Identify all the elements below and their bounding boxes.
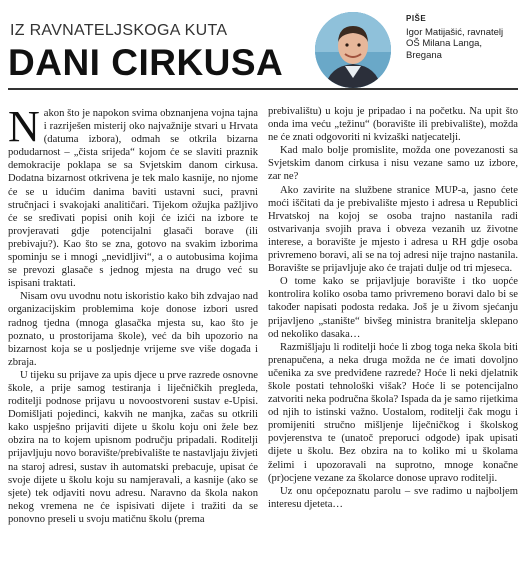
section-kicker: IZ RAVNATELJSKOGA KUTA (10, 22, 228, 39)
drop-cap: N (8, 102, 40, 151)
article-paragraph: Razmišljaju li roditelji hoće li zbog toga neka škola biti prenapučena, a neka druga možda ne će imati dovoljno učenika za sve predviđene razrede? Hoće li neki djelatnik škole postati tehnološki višak? Hoće li se potencijalno zatvoriti neka područna škola? Ispada da je samo rijetkima od njih to istinski važno. Uostalom, roditelji čak mogu i promijeniti stručno mišljenje liječničkog i školskog povjerenstva te (unatoč preporuci odgode) ipak upisati dijete u školu. Bez obzira na to koliko mi u školama želimi i upozoravali na suprotno, mnoge konačne (pr)ocjene vezane za školarce donose upravo roditelji. (268, 341, 518, 484)
article-title: DANI CIRKUSA (8, 42, 284, 83)
article-paragraph: Ako zavirite na službene stranice MUP-a, jasno ćete moći iščitati da je prebivalište mjesto i adresa u Republici Hrvatskoj na kojoj se osoba trajno nastanila radi ostvarivanja svojih prava i obveza vezanih uz životne interese, a boravište je mjesto i adresa u RH gdje osoba privremeno boravi, ali se na toj adresi nije trajno nastanila. Boravište se prijavljuje ako će trajati dulje od tri mjeseca. (268, 184, 518, 275)
article-paragraph: Kad malo bolje promislite, možda one povezanosti sa Svjetskim danom cirkusa i nisu vezane samo uz izbore, zar ne? (268, 145, 518, 183)
author-name: Igor Matijašić, ravnatelj (406, 27, 504, 38)
article-paragraph: Nakon što je napokon svima obznanjena vojna tajna i razriješen misterij oko najvažnije stvari u Hrvata (datuma izbora), odmah se otkrila bizarna podudarnost – „čista srijeda“ kojom će se slaviti praznik demokracije poklapa se sa Svjetskim danom cirkusa. Dodatna bizarnost otkrivena je tek malo kasnije, no njome će se u idućim danima baviti ustavni suci, pravni stručnjaci i svakojaki analitičari. Tijekom ožujka pažljivo će se sređivati popisi onih koji će izići na izbore te provjeravati gdje potencijalni glasači borave (ili prebivaju?). Kao što se zna, gotovo na svakim izborima spominju se i mnogi „nevidljivi“, a o autobusima kojima se prevozi glasače s jednog mjesta na drugo već su ispisani traktati. (8, 102, 258, 290)
author-school: OŠ Milana Langa, Bregana (406, 38, 483, 61)
article-paragraph: O tome kako se prijavljuje boravište i tko uopće kontrolira koliko osoba tamo privremeno boravi dalo bi se također napisati podosta redaka. Još je u živom sjećanju prijavljeno „stanište“ bivšeg ministra branitelja sklepano od nekoliko dasaka… (268, 276, 518, 340)
article-paragraph: Nisam ovu uvodnu notu iskoristio kako bih zdvajao nad organizacijskim problemima koje donose izbori usred radnog tjedna (mnoga glasačka mjesta su, kao što je poznato, u prostorijama škole), već da bih upozorio na bizarnost koja se u posljednje vrijeme sve više događa i zbraja. (8, 291, 258, 368)
byline (394, 14, 514, 61)
article-column-left (8, 102, 258, 526)
article-column-right (268, 105, 518, 511)
header-divider (8, 88, 518, 90)
author-photo (315, 12, 391, 88)
article-paragraph: Uz onu općepoznatu parolu – sve radimo u najboljem interesu djeteta… (268, 485, 518, 510)
byline-label: PIŠE (406, 14, 427, 23)
article-paragraph: prebivalištu) u koju je pripadao i na početku. Na upit što onda ima veću „težinu“ (boravište ili prebivalište), možda ne će znati odgovoriti ni kvizaški natjecatelji. (268, 106, 518, 144)
article-paragraph: U tijeku su prijave za upis djece u prve razrede osnovne škole, a prije samog testiranja i liječničkih pregleda, roditelji podnose prijavu u novoostvoreni sustav e-Upisi. Domišljati pojedinci, kakvih ne manjka, začas su otkrili kako uspješno prijaviti dijete u školu koju oni žele bez obzira na to kojem upisnom području pripadali. Roditelji prijavljuju novo boravište/prebivalište te nastavljaju živjeti na staroj adresi, sustav ih automatski prebacuje, upisat će svoje dijete u školu koju su namjeravali, a kasnije (ako se sjete) tek odjaviti novu adresu. Naravno da škola nakon nekog vremena ne će ispisivati dijete i tražiti da se ponovno preseli u svoju matičnu školu (prema (8, 369, 258, 525)
